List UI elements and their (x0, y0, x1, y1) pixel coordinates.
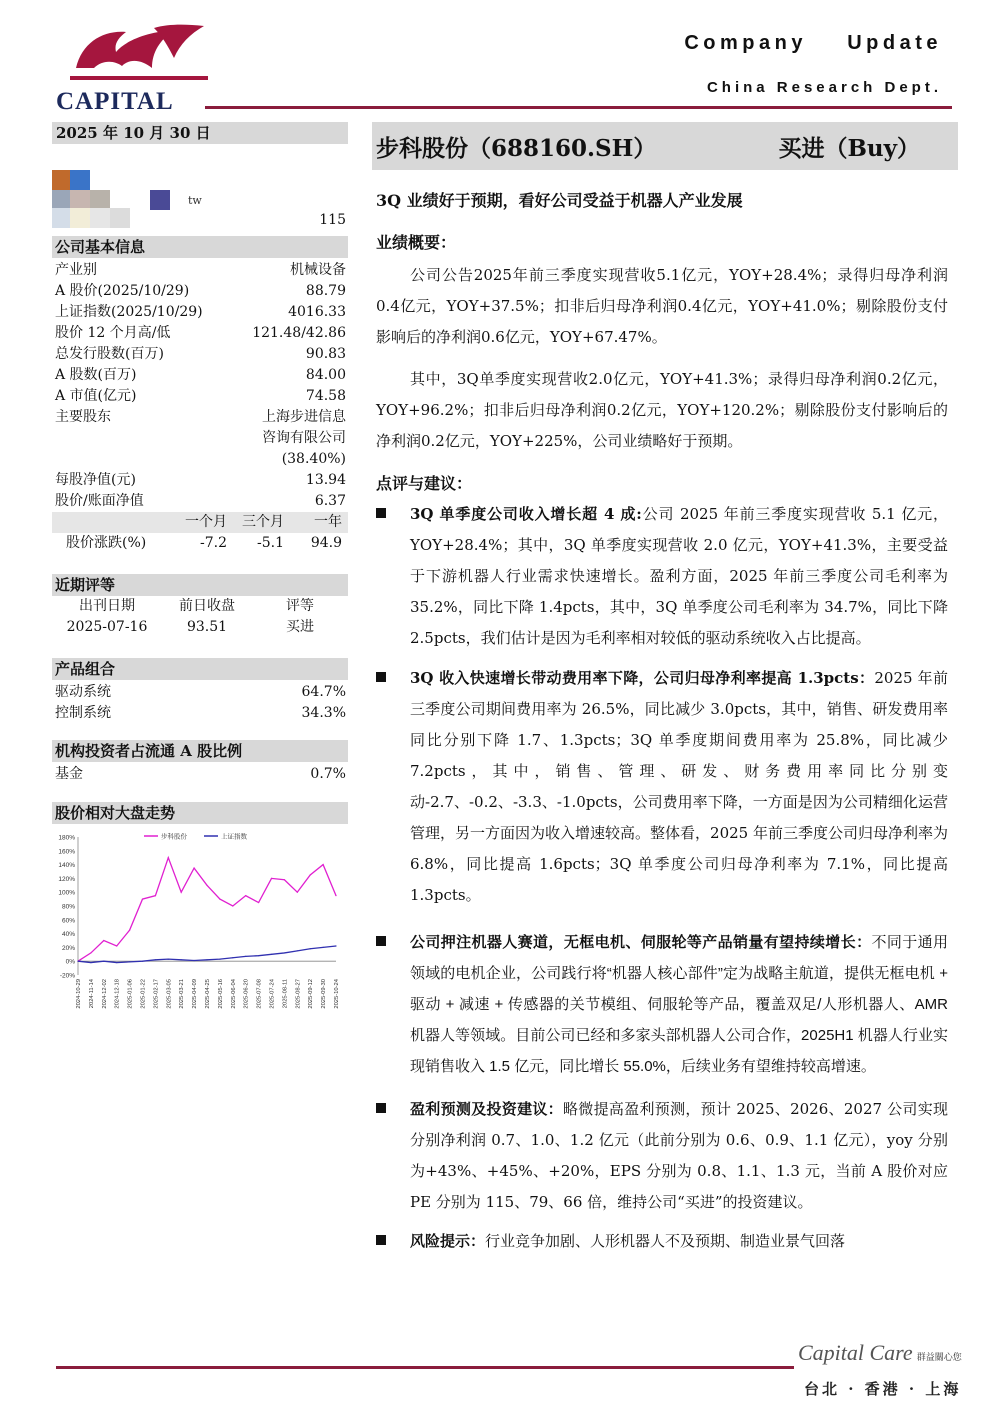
stock-vs-index-chart (52, 827, 348, 1017)
analyst-photo-pixel (52, 190, 72, 210)
data-point (129, 961, 130, 962)
data-point (90, 962, 91, 963)
logo-text: CAPITAL (56, 88, 174, 115)
data-point (310, 948, 311, 949)
data-point (77, 961, 78, 962)
stock-title-bar (372, 122, 958, 170)
data-point (142, 961, 143, 962)
bullet-heading: 公司押注机器人赛道，无框电机、伺服轮等产品销量有望持续增长： (410, 934, 872, 951)
x-tick-label: 2025-01-22 (140, 979, 147, 1009)
data-point (335, 945, 336, 946)
x-tick-label: 2025-09-30 (321, 979, 328, 1009)
data-point (310, 874, 311, 875)
info-row: 上证指数(2025/10/29) 4016.33 (55, 304, 346, 320)
department-subtitle: China Research Dept. (706, 79, 942, 96)
performance-header: 一个月 三个月 一年 (52, 512, 348, 533)
analyst-photo-pixel (150, 190, 170, 210)
x-tick-label: 2025-01-06 (127, 979, 134, 1009)
info-row: A 股数(百万) 84.00 (55, 367, 346, 383)
chart-svg (52, 827, 348, 1017)
product-row: 驱动系统 64.7% (55, 684, 346, 700)
data-point (90, 952, 91, 953)
data-point (168, 857, 169, 858)
institutional-table (52, 762, 348, 785)
data-point (271, 878, 272, 879)
report-type-title: Company Update (684, 32, 942, 54)
info-row: 股价 12 个月高/低 121.48/42.86 (55, 325, 346, 341)
data-point (284, 952, 285, 953)
data-point (323, 947, 324, 948)
data-point (116, 945, 117, 946)
analyst-photo-pixel (52, 170, 72, 190)
x-tick-label: 2024-12-18 (114, 979, 121, 1009)
bullet-heading: 3Q 收入快速增长带动费用率下降，公司归母净利率提高 1.3pcts： (410, 669, 875, 687)
data-point (335, 895, 336, 896)
data-point (297, 950, 298, 951)
x-tick-label: 2025-09-12 (308, 979, 315, 1009)
x-tick-label: 2025-10-24 (334, 979, 340, 1009)
data-point (155, 959, 156, 960)
info-row: 股价/账面净值 6.37 (55, 493, 346, 509)
footer-brand-tagline: 群益關心您 (916, 1352, 962, 1362)
data-point (168, 959, 169, 960)
major-shareholder-row (55, 407, 346, 470)
data-point (258, 955, 259, 956)
x-tick-label: 2024-10-29 (76, 979, 82, 1009)
bullet-heading: 盈利预测及投资建议： (410, 1100, 563, 1118)
bullet-text: 2025 年前三季度公司期间费用率为 26.5%，同比减少 3.0pcts，其中，销售、研发费用率同比分别下降 1.7、1.3pcts；3Q 单季度期间费用率为 25.8%，同比减少 7.2pcts，其中，销售、管理、研发、财务费用率同比分别变动-2.7、-0.2、-3.3、-1.0pcts，公司费用率下降，一方面是因为公司精细化运营管理，另一方面因为收入增速较高。整体看，2025 年前三季度公司归母净利率为 6.8%，同比提高 1.6pcts；3Q 单季度公司归母净利率为 7.1%，同比提高 1.3pcts。 (410, 669, 948, 904)
institutional-row: 基金 0.7% (55, 766, 346, 782)
basic-info-title: 公司基本信息 (52, 236, 348, 258)
bullet-heading: 风险提示： (410, 1232, 486, 1250)
y-tick-label: 160% (58, 848, 75, 856)
x-tick-label: 2025-08-11 (282, 979, 289, 1009)
data-point (232, 905, 233, 906)
data-point (129, 930, 130, 931)
data-point (155, 895, 156, 896)
report-headline: 3Q 业绩好于预期，看好公司受益于机器人产业发展 (376, 191, 743, 210)
stock-rating: 买进（Buy） (778, 134, 920, 162)
review-bullets (376, 499, 948, 1257)
x-tick-label: 2025-05-16 (217, 979, 224, 1009)
info-row: A 市值(亿元) 74.58 (55, 388, 346, 404)
footer-cities: 台北 · 香港 · 上海 (804, 1380, 962, 1398)
review-title: 点评与建议： (376, 474, 473, 493)
x-tick-label: 2025-04-09 (192, 979, 199, 1009)
bullet-item (376, 927, 948, 1082)
capital-logo (56, 22, 208, 115)
chart-section-title: 股价相对大盘走势 (52, 802, 348, 824)
x-tick-label: 2025-08-27 (295, 979, 302, 1009)
performance-row: 股价涨跌(%) -7.2 -5.1 94.9 (66, 535, 342, 551)
legend-label: 上证指数 (221, 833, 247, 841)
analyst-photo-pixel (90, 190, 110, 210)
products-table (52, 680, 348, 724)
data-point (323, 864, 324, 865)
data-point (116, 962, 117, 963)
y-tick-label: 140% (58, 862, 75, 870)
y-tick-label: -20% (59, 972, 75, 980)
data-point (142, 899, 143, 900)
footer-divider (56, 1366, 794, 1369)
summary-paragraph: 公司公告2025年前三季度实现营收5.1亿元，YOY+28.4%；录得归母净利润0.4亿元，YOY+37.5%；扣非后归母净利润0.4亿元，YOY+41.0%；剔除股份支付影响后的净利润0.6亿元，YOY+67.47%。 (376, 266, 948, 346)
info-row: 产业别 机械设备 (55, 262, 346, 278)
footer-brand-name: Capital Care (798, 1340, 913, 1365)
bullet-item (376, 499, 948, 654)
footer-brand (798, 1340, 962, 1366)
summary-title: 业绩概要： (376, 233, 457, 252)
data-point (194, 867, 195, 868)
bullet-square-icon (376, 1103, 386, 1113)
x-tick-label: 2025-04-25 (205, 979, 211, 1009)
bullet-text: 不同于通用领域的电机企业，公司践行将“机器人核心部件”定为战略主航道，提供无框电机 + 驱动 + 减速 + 传感器的关节模组、伺服轮等产品，覆盖双足/人形机器人、AMR 机器人等领域。目前公司已经和多家头部机器人公司合作，2025H1 机器人行业实现销售收入 1.5 亿元，同比增长 55.0%，后续业务有望维持较高增速。 (410, 934, 948, 1075)
bullet-item (376, 1226, 948, 1257)
data-point (271, 954, 272, 955)
analyst-photo-pixel (110, 208, 130, 228)
data-point (103, 940, 104, 941)
data-point (258, 902, 259, 903)
x-tick-label: 2025-06-04 (230, 979, 237, 1009)
x-tick-label: 2025-03-21 (179, 979, 186, 1009)
bullet-square-icon (376, 1235, 386, 1245)
report-body (376, 188, 948, 1257)
bullet-text: 公司 2025 年前三季度实现营收 5.1 亿元，YOY+28.4%；其中，3Q 单季度实现营收 2.0 亿元，YOY+41.3%，主要受益于下游机器人行业需求快速增长。盈利方面，2025 年前三季度公司毛利率为 35.2%，同比下降 1.4pcts，其中，3Q 单季度公司毛利率为 34.7%，同比下降 2.5pcts，我们估计是因为毛利率相对较低的驱动系统收入占比提高。 (410, 505, 948, 647)
y-tick-label: 0% (65, 958, 75, 966)
x-tick-label: 2025-03-05 (166, 979, 173, 1009)
shareholder-line: 咨询有限公司 (262, 430, 346, 446)
analyst-photo-pixel (70, 170, 90, 190)
y-tick-label: 60% (61, 917, 75, 925)
institutional-title: 机构投资者占流通 A 股比例 (52, 740, 348, 762)
x-tick-label: 2024-12-02 (101, 979, 108, 1009)
data-point (206, 885, 207, 886)
legend-label: 步科股份 (161, 833, 187, 841)
info-row: 总发行股数(百万) 90.83 (55, 346, 346, 362)
analyst-photo-pixel (90, 208, 110, 228)
analyst-email-suffix: tw (188, 194, 202, 207)
x-tick-label: 2025-07-24 (269, 979, 276, 1009)
data-point (297, 892, 298, 893)
ratings-row: 2025-07-16 93.51 买进 (66, 619, 314, 635)
analyst-number: 115 (319, 212, 346, 228)
summary-paragraph: 其中，3Q单季度实现营收2.0亿元，YOY+41.3%；录得归母净利润0.2亿元，YOY+96.2%；扣非后归母净利润0.2亿元，YOY+120.2%；剔除股份支付影响后的净利润0.2亿元，YOY+225%，公司业绩略好于预期。 (376, 370, 948, 450)
analyst-info (52, 144, 348, 228)
bullet-square-icon (376, 672, 386, 682)
info-row: 每股净值(元) 13.94 (55, 472, 346, 488)
bullet-text: 行业竞争加剧、人形机器人不及预期、制造业景气回落 (485, 1232, 846, 1250)
header-divider (205, 106, 952, 109)
shareholder-label: 主要股东 (55, 409, 111, 425)
data-point (219, 959, 220, 960)
x-tick-label: 2025-02-17 (153, 979, 160, 1009)
data-point (232, 957, 233, 958)
bullet-square-icon (376, 936, 386, 946)
y-tick-label: 180% (58, 834, 75, 842)
data-point (181, 959, 182, 960)
products-title: 产品组合 (52, 658, 348, 680)
y-tick-label: 80% (61, 903, 75, 911)
basic-info-table (52, 258, 348, 512)
data-point (103, 961, 104, 962)
report-date: 2025 年 10 月 30 日 (52, 122, 348, 144)
y-tick-label: 100% (58, 889, 75, 897)
bullet-item (376, 1094, 948, 1218)
x-tick-label: 2024-11-14 (88, 979, 95, 1009)
bullet-text: 略微提高盈利预测，预计 2025、2026、2027 公司实现分别净利润 0.7、1.0、1.2 亿元（此前分别为 0.6、0.9、1.1 亿元），yoy 分别为+43%、+45%、+20%，EPS 分别为 0.8、1.1、1.3 元，当前 A 股价对应 PE 分别为 115、79、66 倍，维持公司“买进”的投资建议。 (410, 1100, 948, 1211)
data-point (206, 959, 207, 960)
ratings-title: 近期评等 (52, 574, 348, 596)
x-tick-label: 2025-07-08 (256, 979, 263, 1009)
shareholder-line: (38.40%) (281, 451, 346, 467)
y-tick-label: 20% (61, 944, 75, 952)
analyst-photo-pixel (70, 208, 90, 228)
eagle-logo-icon (56, 22, 208, 88)
bullet-item (376, 663, 948, 911)
shareholder-line: 上海步进信息 (262, 409, 346, 425)
data-point (219, 899, 220, 900)
data-point (245, 895, 246, 896)
y-tick-label: 40% (61, 931, 75, 939)
bullet-heading: 3Q 单季度公司收入增长超 4 成: (410, 505, 642, 523)
analyst-photo-pixel (52, 208, 72, 228)
x-tick-label: 2025-06-20 (243, 979, 250, 1009)
analyst-photo-pixel (70, 190, 90, 210)
ratings-header: 出刊日期 前日收盘 评等 (79, 598, 314, 614)
data-point (194, 960, 195, 961)
data-point (284, 879, 285, 880)
bullet-square-icon (376, 508, 386, 518)
info-row: A 股价(2025/10/29) 88.79 (55, 283, 346, 299)
data-point (245, 956, 246, 957)
data-point (181, 892, 182, 893)
y-tick-label: 120% (58, 875, 75, 883)
stock-name: 步科股份（688160.SH） (376, 134, 657, 162)
sidebar (52, 122, 348, 824)
product-row: 控制系统 34.3% (55, 705, 346, 721)
